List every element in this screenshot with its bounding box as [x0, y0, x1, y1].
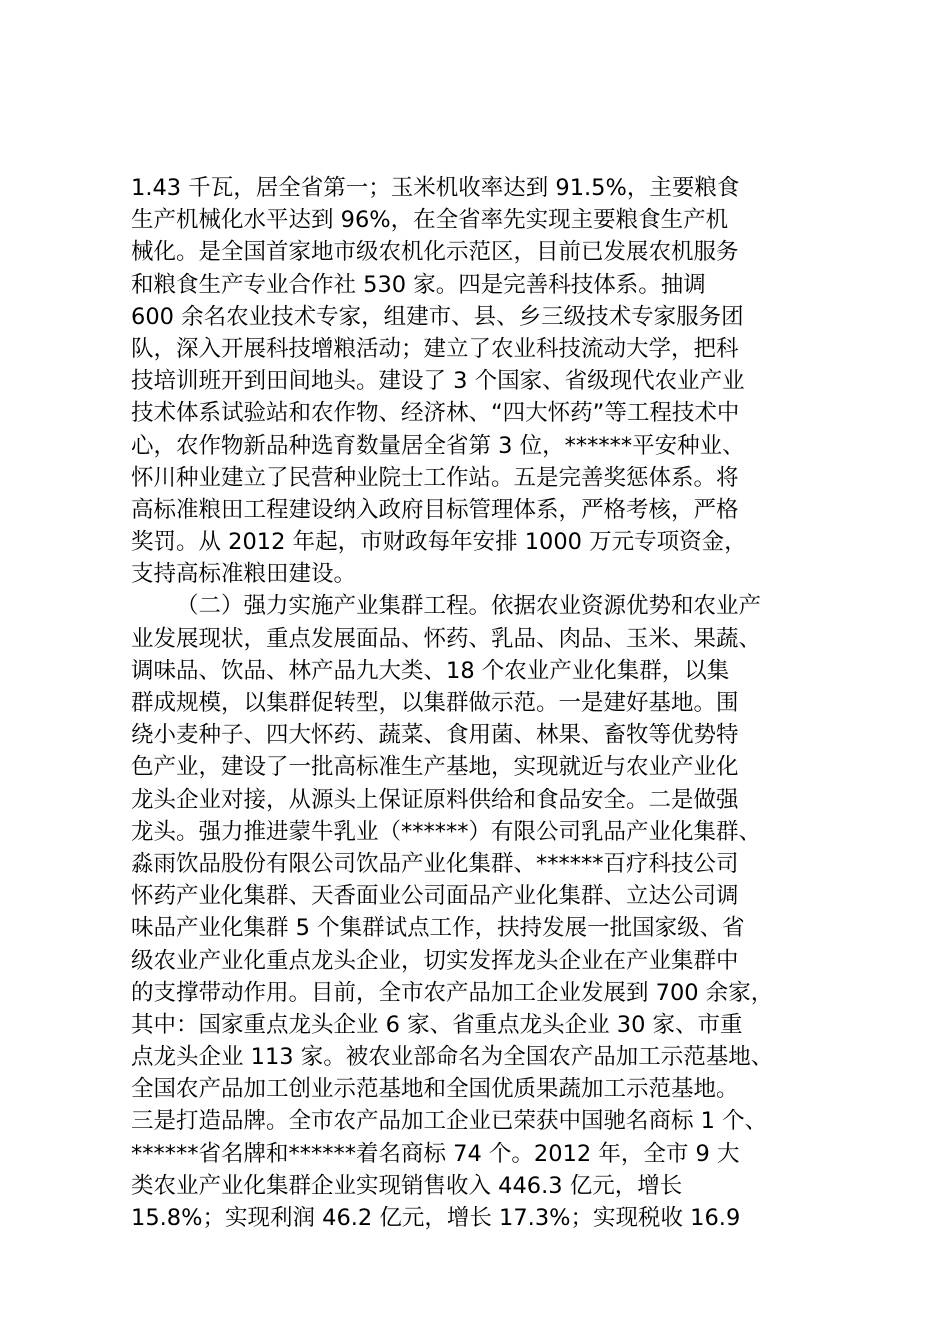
text-line: 15.8%；实现利润 46.2 亿元，增长 17.3%；实现税收 16.9: [131, 1205, 741, 1231]
text-line: 淼雨饮品股份有限公司饮品产业化集群、******百疗科技公司: [131, 850, 739, 877]
text-line: 的支撑带动作用。目前，全市农产品加工企业发展到 700 余家，: [131, 979, 774, 1006]
text-line: 技培训班开到田间地头。建设了 3 个国家、省级现代农业产业: [131, 368, 745, 395]
text-line: 味品产业化集群 5 个集群试点工作，扶持发展一批国家级、省: [131, 915, 745, 942]
text-line: 奖罚。从 2012 年起，市财政每年安排 1000 万元专项资金，: [131, 529, 747, 556]
section-heading-line: （二）强力实施产业集群工程。依据农业资源优势和农业产: [176, 593, 762, 620]
text-line: 其中：国家重点龙头企业 6 家、省重点龙头企业 30 家、市重: [131, 1011, 743, 1038]
text-line: 技术体系试验站和农作物、经济林、“四大怀药”等工程技术中: [131, 400, 740, 427]
text-line: 和粮食生产专业合作社 530 家。四是完善科技体系。抽调: [131, 271, 706, 298]
text-line: 龙头。强力推进蒙牛乳业（******）有限公司乳品产业化集群、: [131, 818, 762, 845]
text-line: 绕小麦种子、四大怀药、蔬菜、食用菌、林果、畜牧等优势特: [131, 722, 739, 749]
text-line: 支持高标准粮田建设。: [131, 561, 357, 588]
text-line: 怀川种业建立了民营种业院士工作站。五是完善奖惩体系。将: [131, 464, 739, 491]
text-line: 业发展现状，重点发展面品、怀药、乳品、肉品、玉米、果蔬、: [131, 625, 762, 652]
body-text: [131, 172, 851, 1234]
text-line: 三是打造品牌。全市农产品加工企业已荣获中国驰名商标 1 个、: [131, 1108, 768, 1135]
text-line: 600 余名农业技术专家，组建市、县、乡三级技术专家服务团: [131, 303, 744, 330]
text-line: 队，深入开展科技增粮活动；建立了农业科技流动大学，把科: [131, 335, 739, 362]
text-line: 生产机械化水平达到 96%，在全省率先实现主要粮食生产机: [131, 207, 729, 234]
text-line: 类农业产业化集群企业实现销售收入 446.3 亿元，增长: [131, 1172, 683, 1199]
text-line: 全国农产品加工创业示范基地和全国优质果蔬加工示范基地。: [131, 1076, 739, 1103]
text-line: 械化。是全国首家地市级农机化示范区，目前已发展农机服务: [131, 239, 739, 266]
text-line: 1.43 千瓦，居全省第一；玉米机收率达到 91.5%，主要粮食: [131, 175, 740, 201]
text-line: 高标准粮田工程建设纳入政府目标管理体系，严格考核，严格: [131, 496, 739, 523]
text-line: 色产业，建设了一批高标准生产基地，实现就近与农业产业化: [131, 754, 739, 781]
text-line: 龙头企业对接，从源头上保证原料供给和食品安全。二是做强: [131, 786, 739, 813]
text-line: 调味品、饮品、林产品九大类、18 个农业产业化集群，以集: [131, 657, 730, 684]
text-line: ******省名牌和******着名商标 74 个。2012 年，全市 9 大: [131, 1140, 740, 1167]
text-line: 群成规模，以集群促转型，以集群做示范。一是建好基地。围: [131, 690, 739, 716]
text-line: 级农业产业化重点龙头企业，切实发挥龙头企业在产业集群中: [131, 947, 739, 974]
text-line: 心，农作物新品种选育数量居全省第 3 位，******平安种业、: [131, 432, 745, 459]
text-line: 点龙头企业 113 家。被农业部命名为全国农产品加工示范基地、: [131, 1044, 774, 1071]
text-line: 怀药产业化集群、天香面业公司面品产业化集群、立达公司调: [131, 883, 739, 910]
